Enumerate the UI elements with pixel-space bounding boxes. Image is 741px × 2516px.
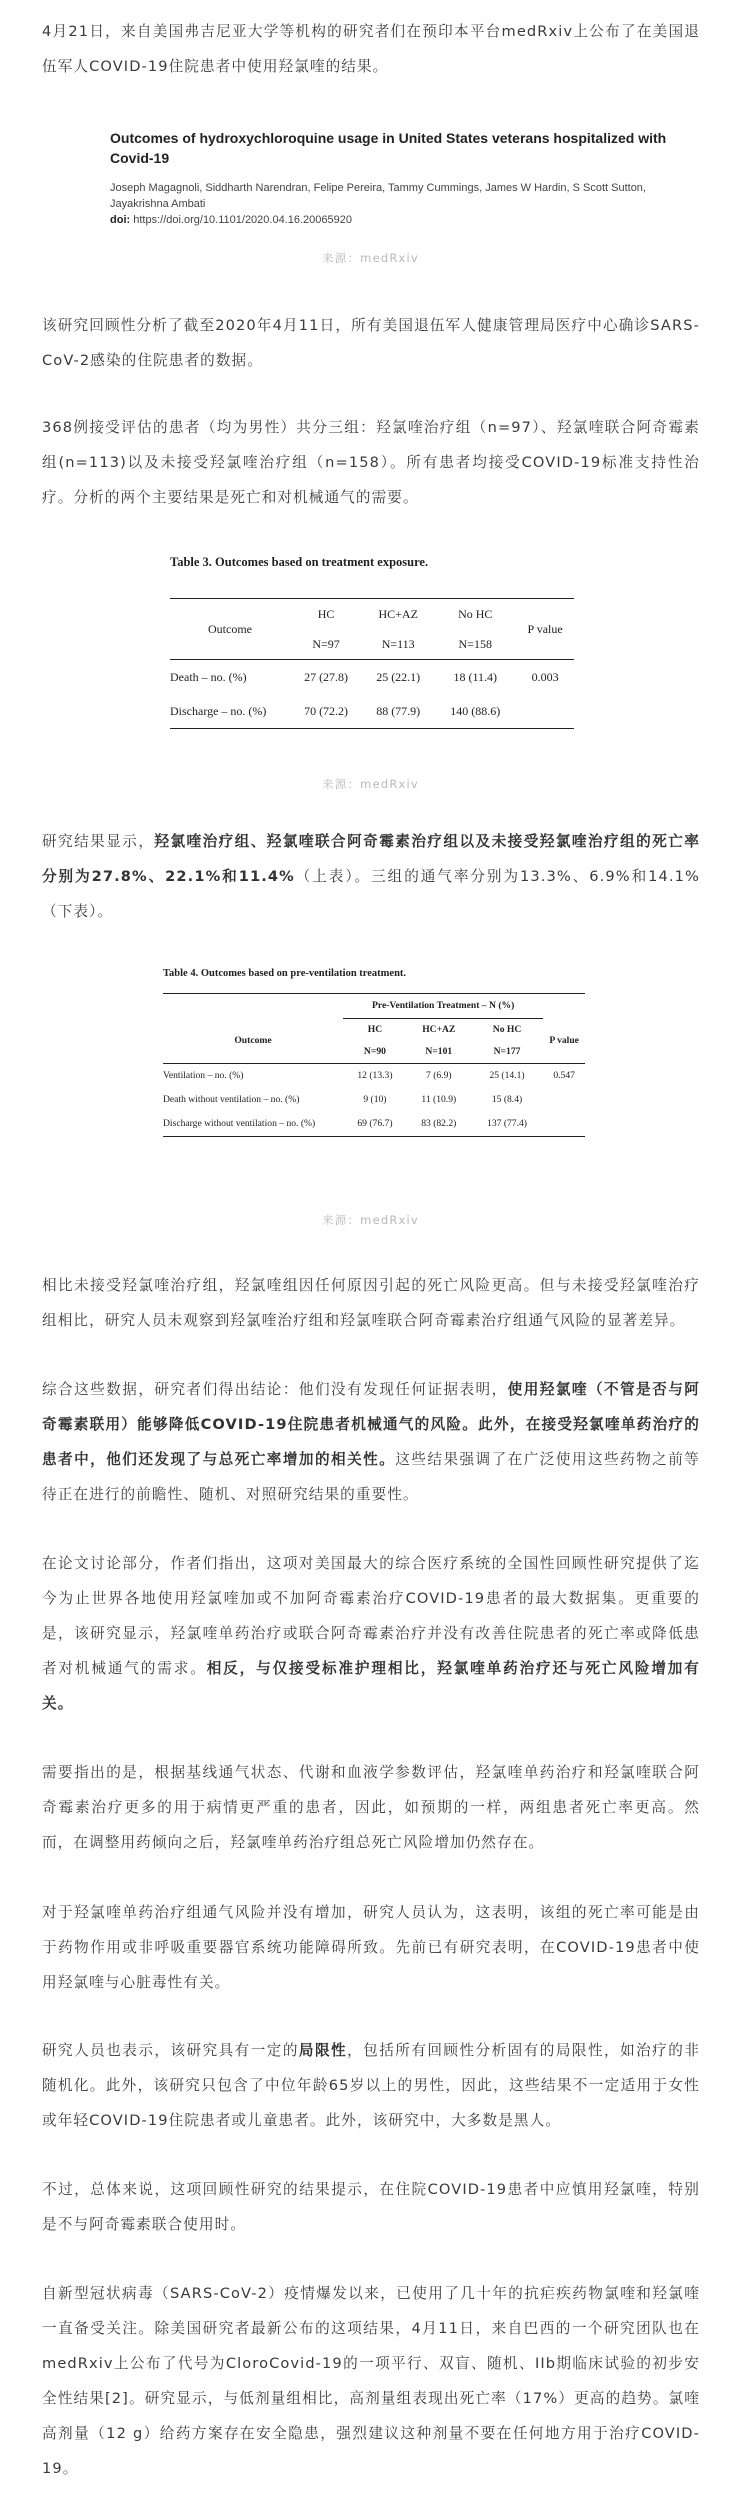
table4-cell: 11 (10.9) <box>421 1094 457 1105</box>
table3-row-label: Death – no. (%) <box>170 669 247 684</box>
table4 <box>163 993 585 1137</box>
table-row <box>170 694 574 729</box>
table-row <box>163 1088 585 1112</box>
table4-head-outcome: Outcome <box>163 1018 343 1063</box>
table4-cell: 69 (76.7) <box>357 1118 393 1129</box>
figure-caption-source: 来源：medRxiv <box>322 251 419 265</box>
paragraph-background: 自新型冠状病毒（SARS-CoV-2）疫情爆发以来，已使用了几十年的抗疟疾药物氯喹和羟氯喹一直备受关注。除美国研究者最新公布的这项结果，4月11日，来自巴西的一个研究团队也在medRxiv上公布了代号为CloroCovid-19的一项平行、双盲、随机、IIb期临床试验的初步安全性结果[2]。研究显示，与低剂量组相比，高剂量组表现出死亡率（17%）更高的趋势。氯喹高剂量（12 g）给药方案存在安全隐患，强烈建议这种剂量不要在任何地方用于治疗COVID-19。 <box>42 2285 700 2477</box>
table-row <box>163 1063 585 1088</box>
table3-cell: 70 (72.2) <box>304 703 349 718</box>
table4-head-hc-n: N=90 <box>363 1046 386 1057</box>
table4-cell: 0.547 <box>553 1070 575 1081</box>
table4-cell: 9 (10) <box>363 1094 387 1105</box>
paragraph-intro: 4月21日，来自美国弗吉尼亚大学等机构的研究者们在预印本平台medRxiv上公布了在美国退伍军人COVID-19住院患者中使用羟氯喹的结果。 <box>42 23 700 75</box>
table4-cell: 137 (77.4) <box>487 1118 527 1129</box>
limitations-lead: 研究人员也表示，该研究具有一定的 <box>42 2042 299 2059</box>
table3-cell: 140 (88.6) <box>450 703 501 718</box>
table3-head-hc: HC <box>317 606 335 621</box>
table4-cell: 12 (13.3) <box>357 1070 393 1081</box>
discussion-lead: 在论文讨论部分，作者们指出，这项对美国最大的综合医疗系统的全国性回顾性研究提供了迄今为止世界各地使用羟氯喹加或不加阿奇霉素治疗COVID-19患者的最大数据集。更重要的是，该研究显示，羟氯喹单药治疗或联合阿奇霉素治疗并没有改善住院患者的死亡率或降低患者对机械通气的需求。 <box>42 1555 700 1677</box>
results-highlight: 羟氯喹治疗组、羟氯喹联合阿奇霉素治疗组以及未接受羟氯喹治疗组的死亡率分别为27.8%、22.1%和11.4% <box>42 833 700 885</box>
results-tail: （上表）。三组的通气率分别为13.3%、6.9%和14.1%（下表）。 <box>42 868 701 920</box>
table3-cell: 18 (11.4) <box>453 669 497 684</box>
table3-head-p: P value <box>516 599 574 660</box>
paragraph-study-groups: 368例接受评估的患者（均为男性）共分三组：羟氯喹治疗组（n=97）、羟氯喹联合阿奇霉素组(n=113)以及未接受羟氯喹治疗组（n=158）。所有患者均接受COVID-19标准支持性治疗。分析的两个主要结果是死亡和对机械通气的需要。 <box>42 419 700 506</box>
conclusion-tail: 这些结果强调了在广泛使用这些药物之前等待正在进行的前瞻性、随机、对照研究结果的重要性。 <box>42 1451 700 1503</box>
table3-cell: 25 (22.1) <box>376 669 421 684</box>
conclusion-highlight: 使用羟氯喹（不管是否与阿奇霉素联用）能够降低COVID-19住院患者机械通气的风险。此外，在接受羟氯喹单药治疗的患者中，他们还发现了与总死亡率增加的相关性。 <box>42 1381 700 1468</box>
paper-authors: Joseph Magagnoli, Siddharth Narendran, Felipe Pereira, Tammy Cummings, James W Hardin, S Scott Sutton, Jayakrishna Ambati <box>110 182 646 210</box>
table4-cell: 25 (14.1) <box>489 1070 525 1081</box>
paragraph-discussion <box>42 1546 700 1721</box>
table3-head-nohc-n: N=158 <box>458 636 492 651</box>
paragraph-ventilation-note: 对于羟氯喹单药治疗组通气风险并没有增加，研究人员认为，这表明，该组的死亡率可能是由于药物作用或非呼吸重要器官系统功能障碍所致。先前已有研究表明，在COVID-19患者中使用羟氯喹与心脏毒性有关。 <box>42 1904 700 1991</box>
doi-label: doi: <box>110 214 131 226</box>
table3-cell: 27 (27.8) <box>304 669 349 684</box>
results-lead: 研究结果显示， <box>42 833 155 850</box>
table-row <box>170 660 574 695</box>
table3-cell: 0.003 <box>531 669 559 684</box>
paragraph-baseline-note: 需要指出的是，根据基线通气状态、代谢和血液学参数评估，羟氯喹单药治疗和羟氯喹联合阿奇霉素治疗更多的用于病情更严重的患者，因此，如预期的一样，两组患者死亡率更高。然而，在调整用药倾向之后，羟氯喹单药治疗组总死亡风险增加仍然存在。 <box>42 1764 700 1851</box>
table4-row-label: Ventilation – no. (%) <box>163 1070 244 1081</box>
table4-head-nohc: No HC <box>492 1024 522 1035</box>
table3-head-hcaz: HC+AZ <box>378 606 418 621</box>
table3-head-hc-n: N=97 <box>312 636 340 651</box>
table4-blank <box>543 994 585 1019</box>
paragraph-overall: 不过，总体来说，这项回顾性研究的结果提示，在住院COVID-19患者中应慎用羟氯喹，特别是不与阿奇霉素联合使用时。 <box>42 2181 700 2233</box>
table4-head-p: P value <box>543 1018 585 1063</box>
limitations-tail: ，包括所有回顾性分析固有的局限性，如治疗的非随机化。此外，该研究只包含了中位年龄65岁以上的男性，因此，这些结果不一定适用于女性或年轻COVID-19住院患者或儿童患者。此外，该研究中，大多数是黑人。 <box>42 2042 700 2129</box>
table4-blank <box>163 994 343 1019</box>
conclusion-lead: 综合这些数据，研究者们得出结论：他们没有发现任何证据表明， <box>42 1381 508 1398</box>
table4-group-header: Pre-Ventilation Treatment – N (%) <box>343 994 543 1019</box>
table3-row-label: Discharge – no. (%) <box>170 703 267 718</box>
paper-header-figure <box>110 128 670 228</box>
paragraph-results <box>42 824 700 929</box>
table-row <box>163 1112 585 1137</box>
table3-cell <box>516 694 574 729</box>
table4-cell: 15 (8.4) <box>491 1094 523 1105</box>
table4-row-label: Discharge without ventilation – no. (%) <box>163 1118 316 1129</box>
table4-figure <box>163 968 583 1137</box>
figure-caption-source: 来源：medRxiv <box>322 777 419 791</box>
paragraph-limitations <box>42 2033 700 2138</box>
table4-head-nohc-n: N=177 <box>493 1046 521 1057</box>
doi-link[interactable]: https://doi.org/10.1101/2020.04.16.20065920 <box>133 214 352 226</box>
table4-cell: 7 (6.9) <box>426 1070 452 1081</box>
limitations-highlight: 局限性 <box>298 2042 348 2059</box>
paragraph-risk-comparison: 相比未接受羟氯喹治疗组，羟氯喹组因任何原因引起的死亡风险更高。但与未接受羟氯喹治疗组相比，研究人员未观察到羟氯喹治疗组和羟氯喹联合阿奇霉素治疗组通气风险的显著差异。 <box>42 1277 700 1329</box>
table4-head-hcaz: HC+AZ <box>422 1024 456 1035</box>
table4-head-hc: HC <box>367 1024 383 1035</box>
discussion-highlight: 相反，与仅接受标准护理相比，羟氯喹单药治疗还与死亡风险增加有关。 <box>42 1660 700 1712</box>
paragraph-study-scope: 该研究回顾性分析了截至2020年4月11日，所有美国退伍军人健康管理局医疗中心确诊SARS-CoV-2感染的住院患者的数据。 <box>42 317 700 369</box>
paper-doi <box>110 212 670 228</box>
table3-cell: 88 (77.9) <box>376 703 421 718</box>
table4-cell <box>543 1112 585 1137</box>
table3-figure <box>170 555 590 729</box>
table4-cell <box>543 1088 585 1112</box>
table3-head-outcome: Outcome <box>170 599 290 660</box>
table3-caption: Table 3. Outcomes based on treatment exposure. <box>170 555 429 569</box>
table4-cell: 83 (82.2) <box>421 1118 457 1129</box>
table4-caption: Table 4. Outcomes based on pre-ventilation treatment. <box>163 968 407 979</box>
table3 <box>170 598 574 729</box>
paragraph-conclusion <box>42 1372 700 1512</box>
table4-head-hcaz-n: N=101 <box>425 1046 453 1057</box>
table3-head-hcaz-n: N=113 <box>381 636 415 651</box>
paper-title: Outcomes of hydroxychloroquine usage in United States veterans hospitalized with Covid-19 <box>110 130 667 166</box>
figure-caption-source: 来源：medRxiv <box>322 1213 419 1227</box>
table3-head-nohc: No HC <box>458 606 493 621</box>
table4-row-label: Death without ventilation – no. (%) <box>163 1094 300 1105</box>
